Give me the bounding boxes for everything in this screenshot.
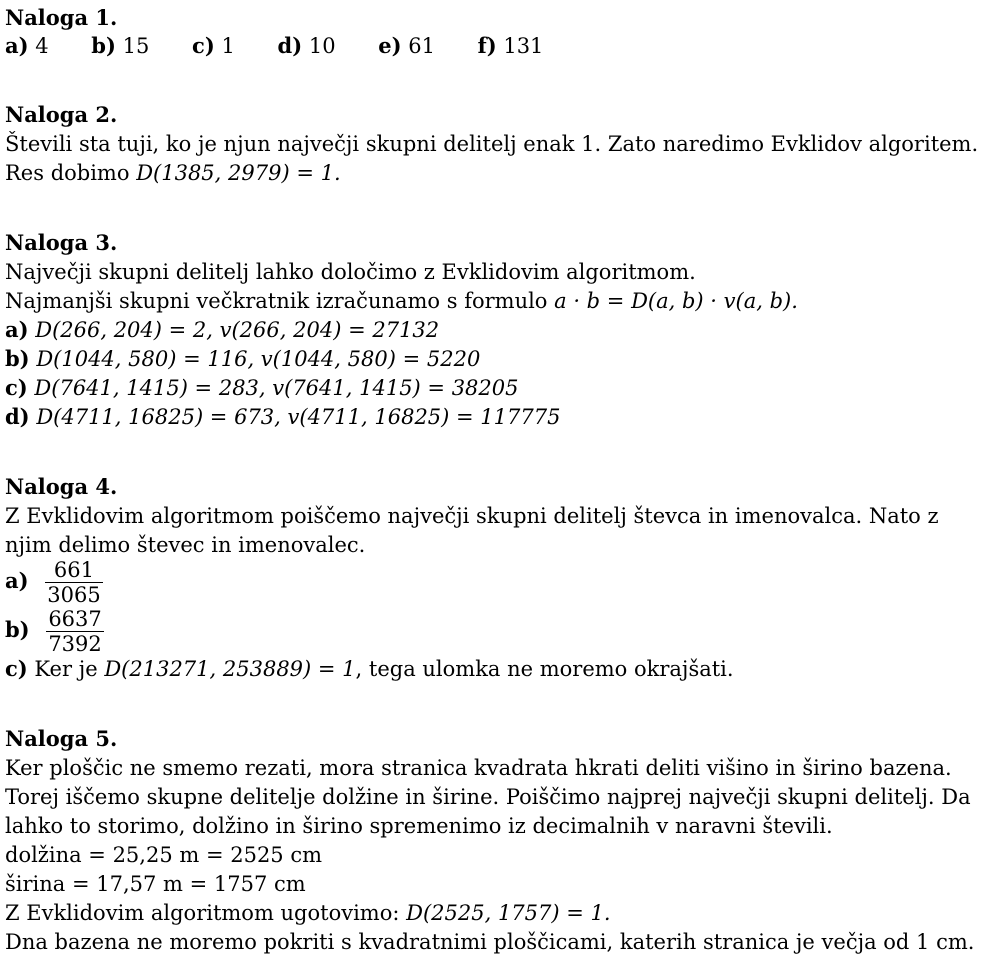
item-label: a) [5,568,29,593]
math: D(213271, 253889) = 1 [104,657,356,681]
answer-b: b) 15 [91,33,150,58]
item-math: D(4711, 16825) = 673, v(4711, 16825) = 117775 [36,405,561,429]
naloga-4-item-c [5,655,734,683]
answer-d: d) 10 [277,33,336,58]
naloga-5-title: Naloga 5. [5,726,118,751]
naloga-4-line-2: njim delimo števec in imenovalec. [5,533,366,557]
naloga-3-line-2 [5,287,798,315]
naloga-3-item-b [5,345,480,373]
naloga-2-line-2 [5,159,341,187]
naloga-3-title: Naloga 3. [5,230,118,255]
numerator: 6637 [48,607,102,631]
math: D(1385, 2979) = 1. [136,161,341,185]
denominator: 3065 [47,583,101,607]
answer-a: a) 4 [5,33,49,58]
answer-f: f) 131 [477,33,544,58]
naloga-1-answers [5,32,579,60]
naloga-5-line-5: širina = 17,57 m = 1757 cm [5,872,306,896]
item-label: a) [5,317,29,342]
text: Najmanjši skupni večkratnik izračunamo s formulo [5,289,548,313]
naloga-5-line-3: lahko to storimo, dolžino in širino spremenimo iz decimalnih v naravni števili. [5,814,833,838]
item-label: b) [5,346,30,371]
item-math: D(266, 204) = 2, v(266, 204) = 27132 [35,318,440,342]
naloga-5-line-1: Ker ploščic ne smemo rezati, mora stranica kvadrata hkrati deliti višino in širino bazena. [5,756,952,780]
math: D(2525, 1757) = 1. [406,901,611,925]
answer-e: e) 61 [378,33,435,58]
naloga-3-line-1: Največji skupni delitelj lahko določimo z Evklidovim algoritmom. [5,260,696,284]
item-label: c) [5,375,28,400]
item-label: b) [5,617,30,642]
naloga-4-item-a [5,558,103,607]
text: , tega ulomka ne moremo okrajšati. [355,657,734,681]
naloga-4-line-1: Z Evklidovim algoritmom poiščemo največji skupni delitelj števca in imenovalca. Nato z [5,504,939,528]
answer-c: c) 1 [192,33,235,58]
naloga-5-line-6 [5,899,611,927]
text: Res dobimo [5,161,130,185]
text: Z Evklidovim algoritmom ugotovimo: [5,901,400,925]
item-label: d) [5,404,30,429]
naloga-5-line-4: dolžina = 25,25 m = 2525 cm [5,843,323,867]
item-label: c) [5,656,28,681]
naloga-3-item-c [5,374,519,402]
naloga-4-title: Naloga 4. [5,474,118,499]
naloga-3-item-a [5,316,439,344]
text: Ker je [34,657,98,681]
naloga-5-line-7: Dna bazena ne moremo pokriti s kvadratnimi ploščicami, katerih stranica je večja od 1 cm. [5,930,975,954]
item-math: D(7641, 1415) = 283, v(7641, 1415) = 38205 [34,376,519,400]
fraction [46,607,103,656]
naloga-1-title: Naloga 1. [5,5,118,30]
naloga-5-line-2: Torej iščemo skupne delitelje dolžine in širine. Poiščimo najprej največji skupni delitelj. Da [5,785,971,809]
fraction [45,558,102,607]
item-math: D(1044, 580) = 116, v(1044, 580) = 5220 [36,347,481,371]
formula: a · b = D(a, b) · v(a, b). [554,289,798,313]
naloga-2-title: Naloga 2. [5,102,118,127]
numerator: 661 [45,558,102,583]
denominator: 7392 [48,632,102,656]
naloga-3-item-d [5,403,560,431]
naloga-2-line-1: Števili sta tuji, ko je njun največji skupni delitelj enak 1. Zato naredimo Evklidov algoritem. [5,132,979,156]
naloga-4-item-b [5,607,104,656]
